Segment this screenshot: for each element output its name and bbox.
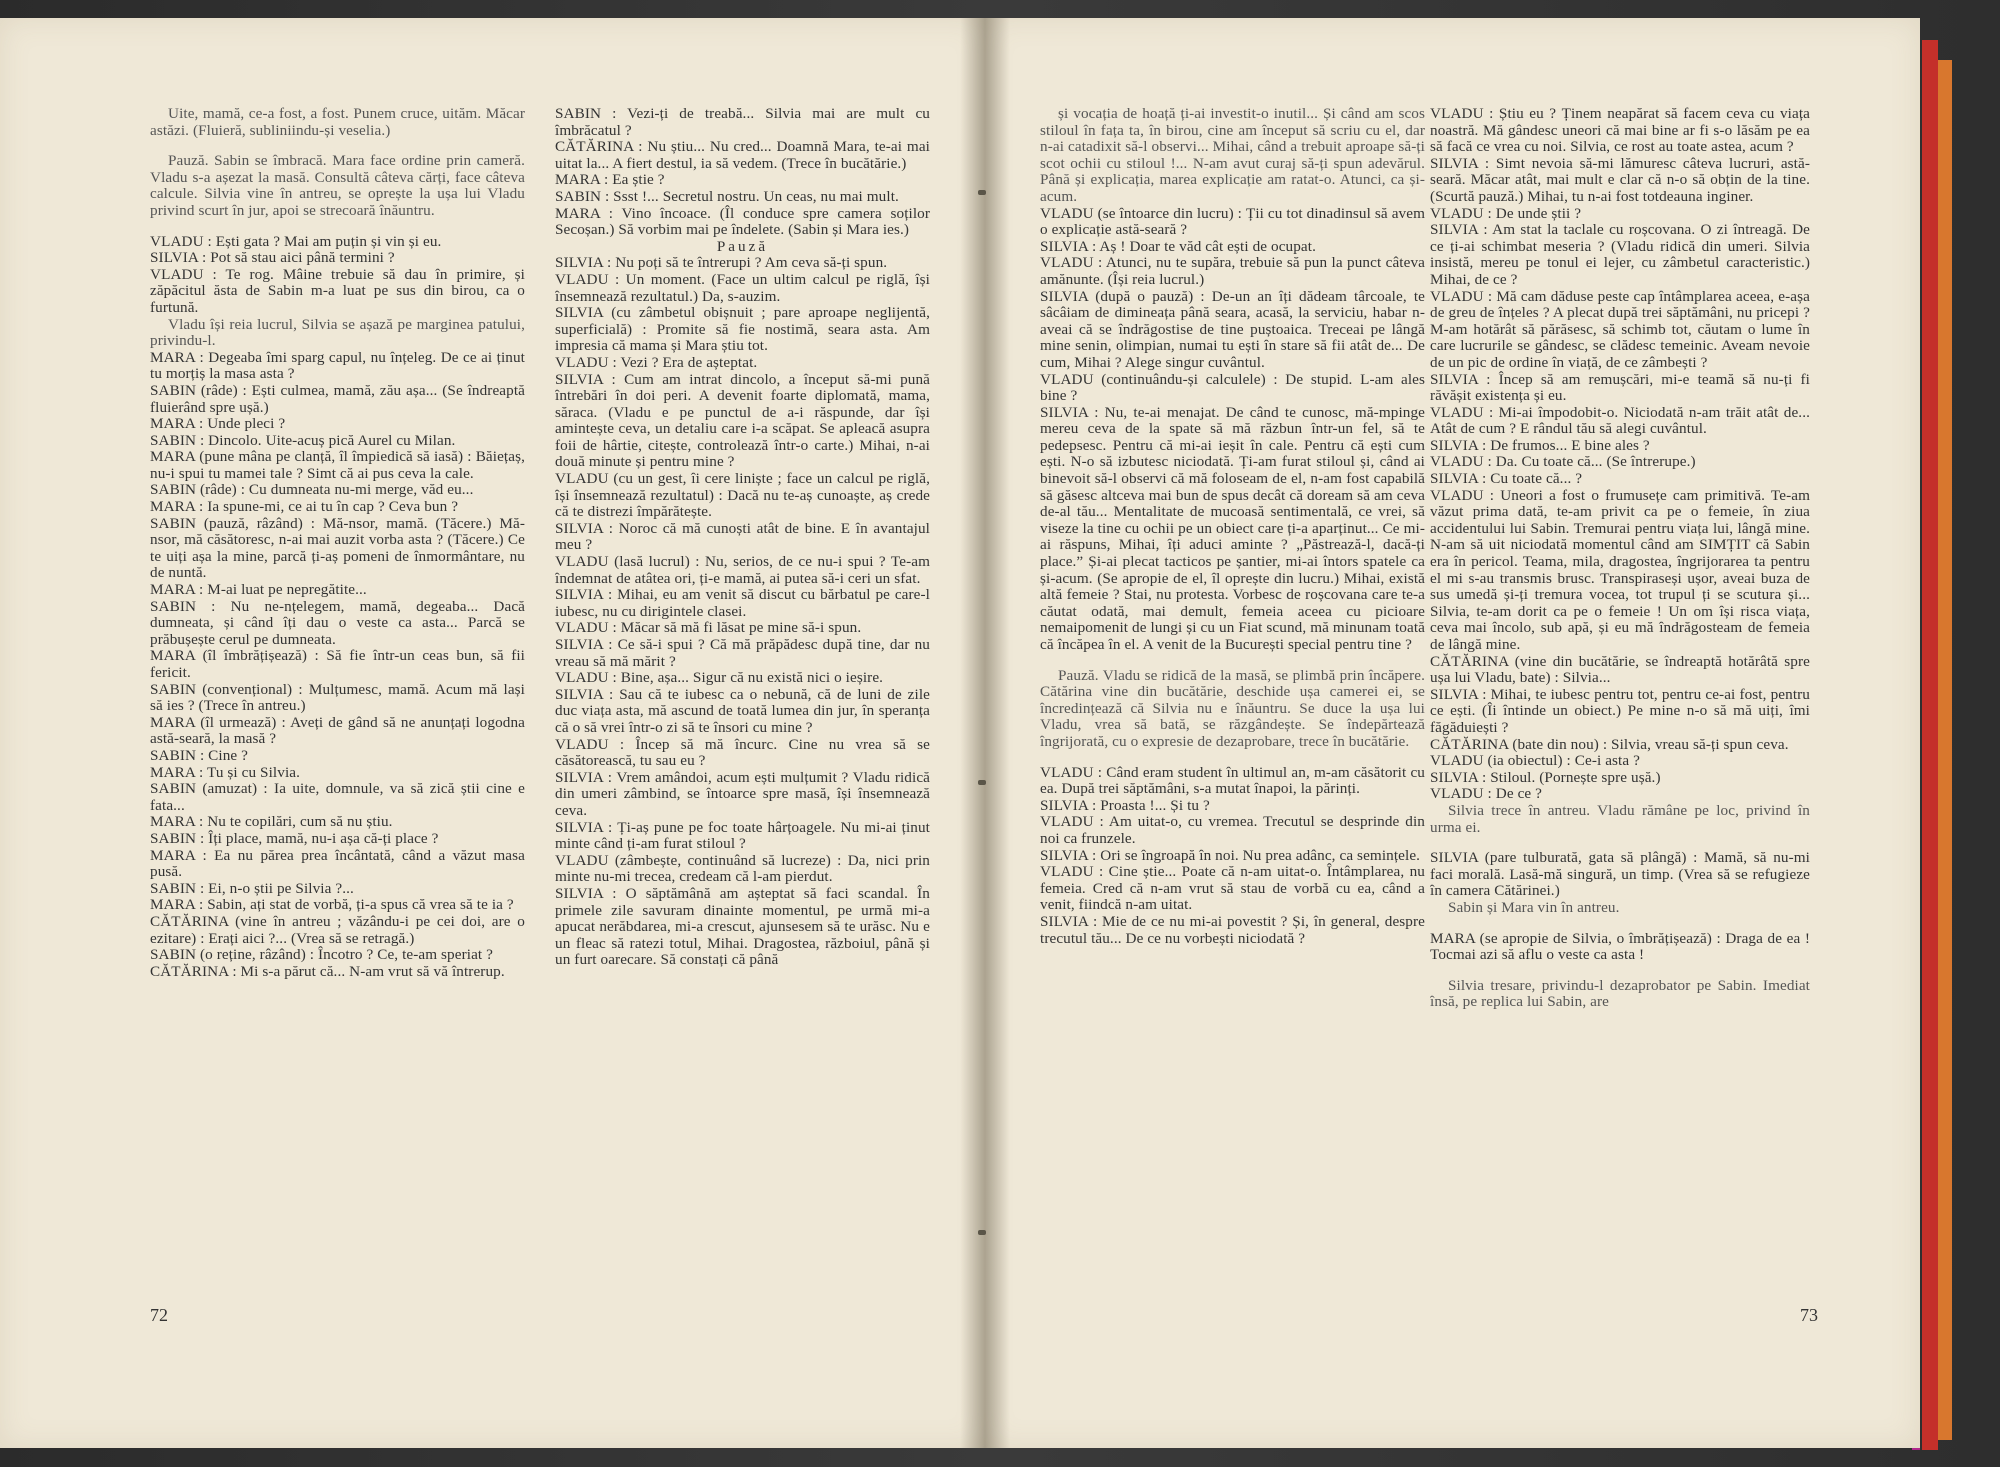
script-line: SABIN : Ei, n-o știi pe Silvia ?... [150, 879, 354, 897]
script-line: SABIN : Dincolo. Uite-acuș pică Aurel cu Milan. [150, 431, 456, 449]
script-line: SILVIA : Noroc că mă cunoști atât de bine. E în avantajul meu ? [555, 519, 930, 554]
script-line: MARA : Ea știe ? [555, 171, 665, 189]
script-line: MARA : Degeaba îmi sparg capul, nu înțeleg. De ce ai ținut tu morțiș la masa asta ? [150, 348, 525, 383]
script-line: SABIN (o reține, râzând) : Încotro ? Ce, te-am speriat ? [150, 946, 493, 964]
script-line: Vladu își reia lucrul, Silvia se așază pe marginea patului, privindu-l. [150, 315, 525, 350]
script-line: MARA (se apropie de Silvia, o îmbrățișează) : Draga de ea ! Tocmai azi să aflu o veste ca asta ! [1430, 929, 1810, 964]
script-line: Sabin și Mara vin în antreu. [1448, 898, 1620, 916]
script-line: VLADU (ia obiectul) : Ce-i asta ? [1430, 752, 1640, 770]
script-line: SABIN (râde) : Cu dumneata nu-mi merge, văd eu... [150, 481, 474, 499]
script-line: SILVIA : De frumos... E bine ales ? [1430, 436, 1650, 454]
script-line: VLADU : Am uitat-o, cu vremea. Trecutul se desprinde din noi ca frunzele. [1040, 813, 1425, 847]
script-line: SILVIA : Am stat la taclale cu roșcovana. O zi întreagă. De ce ți-ai schimbat meseria ? (Vladu ridică din umeri. Silvia insistă, mereu pe tonul ei lejer, cu zâmbetul caracteristic.) Mihai, de ce ? [1430, 221, 1810, 288]
script-line: MARA (îl urmează) : Aveți de gând să ne anunțați logodna astă-seară, la masă ? [150, 713, 525, 748]
script-line: SILVIA : Ori se îngroapă în noi. Nu prea adânc, ca semințele. [1040, 846, 1421, 864]
script-line: SILVIA : O săptămână am așteptat să faci scandal. În primele zile savuram dinainte momentul, pe urmă mi-a apucat nerăbdarea, mi-a crescut, ajunsesem să te urăsc. Nu e un fleac să ratezi totul, Mihai. Dragostea, războiul, până și un furt oarecare. Să constați că până [555, 884, 930, 969]
script-line: SABIN (amuzat) : Ia uite, domnule, va să zică știi cine e fata... [150, 780, 525, 814]
script-line: VLADU (continuându-și calculele) : De stupid. L-am ales bine ? [1040, 370, 1425, 405]
script-line: MARA : Ia spune-mi, ce ai tu în cap ? Ceva bun ? [150, 498, 459, 516]
paragraph-gap [150, 220, 525, 234]
script-line: SILVIA : Ți-aș pune pe foc toate hârțoagele. Nu mi-ai ținut minte când ți-am furat stiloul ? [555, 818, 930, 853]
script-line: VLADU (zâmbește, continuând să lucreze) : Da, nici prin minte nu-mi trecea, credeam că l-am pierdut. [555, 851, 930, 886]
left-page [0, 18, 985, 1448]
script-line: CĂTĂRINA (vine în antreu ; văzându-i pe cei doi, are o ezitare) : Erați aici ?... (Vrea să se retragă.) [150, 912, 525, 947]
script-line: VLADU : Uneori a fost o frumusețe cam primitivă. Te-am văzut prima dată, te-am privit ca pe o femeie, în ziua accidentului lui Sabin. Tremurai pentru viața lui, lângă mine. N-am să uit niciodată momentul când am SIMȚIT că Sabin era în pericol. Teama, mila, dragostea, îngrijorarea ta pentru el mi s-au transmis brusc. Transpiraseși ușor, aveai buza de sus umedă și-ți tremura vocea, tot trupul ți se scutura și... Silvia, te-am dorit ca pe o femeie ! Un om își risca viața, ceva mai încolo, sub apă, și eu mă îndrăgosteam de femeia de lângă mine. [1430, 486, 1810, 653]
paragraph-gap [1430, 917, 1810, 931]
script-line: VLADU : Da. Cu toate că... (Se întrerupe.) [1430, 453, 1696, 471]
script-line: VLADU : De unde știi ? [1430, 204, 1582, 222]
binding-stitch [978, 190, 986, 195]
left-page-column-2 [555, 106, 930, 1286]
script-line: VLADU : Mă cam dăduse peste cap întâmplarea aceea, e-așa de greu de înțeles ? A plecat după trei săptămâni, nu pricepi ? M-am hotărât să părăsesc, să schimb tot, căutam o lume în care lucrurile se gândesc, se clădesc temeinic. Aveam nevoie de un pic de ordine în viață, de ce zâmbești ? [1430, 287, 1810, 371]
script-line: MARA : Sabin, ați stat de vorbă, ți-a spus că vrea să te ia ? [150, 896, 514, 914]
script-line: Silvia tresare, privindu-l dezaprobator pe Sabin. Imediat însă, pe replica lui Sabin, are [1430, 976, 1810, 1011]
script-line: MARA : Nu te copilări, cum să nu știu. [150, 813, 393, 831]
page-number-right: 73 [1800, 1305, 1818, 1325]
script-line: VLADU : Ești gata ? Mai am puțin și vin și eu. [150, 232, 442, 250]
script-line: Uite, mamă, ce-a fost, a fost. Punem cruce, uităm. Măcar astăzi. (Fluieră, subliniindu-și veselia.) [150, 106, 525, 139]
page-edge-red [1922, 40, 1938, 1450]
script-line: VLADU : Măcar să mă fi lăsat pe mine să-i spun. [555, 619, 862, 637]
right-page-column-2 [1430, 106, 1810, 1286]
script-line: MARA : Vino încoace. (Îl conduce spre camera soților Secoșan.) Să vorbim mai pe îndelete. (Sabin și Mara ies.) [555, 204, 930, 239]
script-line: SILVIA : Nu, te-ai menajat. De când te cunosc, mă-mpinge mereu ceva de la spate să mă răzbun într-un fel, să te pedepsesc. Pentru că mi-ai ieșit în cale. Pentru că ești cum ești. N-o să izbutesc niciodată. Ți-am furat stiloul și, când ai binevoit să-l observi că mă foloseam de el, n-am fost capabilă să găsesc altceva mai bun de spus decât că doream să am ceva de-al tău... Mentalitate de mucoasă sentimentală, ce vrei, să viseze la tine cu ochii pe un obiect care ți-a aparținut... Ce mi-ai răspuns, Mihai, îți aduci aminte ? „Păstrează-l, dacă-ți place.” Și-ai plecat tacticos pe șantier, mi-ai întors spatele ca și-acum. (Se apropie de el, îl oprește din lucru.) Mihai, există altă femeie ? Stai, nu protesta. Vorbesc de roșcovana care te-a căutat odată, mai demult, femeia aceea cu picioare nemaipomenit de lungi și cu un Fiat scund, mă minunam toată că încăpea în el. A venit de la București special pentru tine ? [1040, 403, 1425, 653]
script-line: MARA : Tu și cu Silvia. [150, 763, 300, 781]
script-line: SILVIA : Cum am intrat dincolo, a început să-mi pună întrebări în doi peri. A devenit foarte diplomată, mama, săraca. (Vladu e pe punctul de a-i răspunde, dar își amintește ceva, un detaliu care i-a scăpat. Se apleacă asupra foii de hârtie, citește, controlează într-o carte.) Mihai, n-ai două minute și pentru mine ? [555, 370, 930, 471]
script-line: MARA (îl îmbrățișează) : Să fie într-un ceas bun, să fii fericit. [150, 647, 525, 681]
script-line: SILVIA : Proasta !... Și tu ? [1040, 796, 1210, 814]
script-line: VLADU (se întoarce din lucru) : Ții cu tot dinadinsul să avem o explicație astă-seară ? [1040, 204, 1425, 239]
script-line: VLADU : Te rog. Mâine trebuie să dau în primire, și zăpăcitul ăsta de Sabin m-a luat pe sus din birou, ca o furtună. [150, 265, 525, 316]
script-line: SILVIA (cu zâmbetul obișnuit ; pare aproape neglijentă, superficială) : Promite să fie nostimă, seara asta. Am impresia că mama și Mara știu tot. [555, 304, 930, 355]
script-line: Pauză. Sabin se îmbracă. Mara face ordine prin cameră. Vladu s-a așezat la masă. Consultă câteva cărți, face câteva calcule. Silvia vine în antreu, se oprește la ușa lui Vladu privind scurt în jur, apoi se strecoară înăuntru. [150, 152, 525, 219]
paragraph-gap [1430, 964, 1810, 978]
script-line: SILVIA (pare tulburată, gata să plângă) : Mamă, să nu-mi faci morală. Lasă-mă singură, un timp. (Vrea să se refugieze în camera Cătărinei.) [1430, 849, 1810, 900]
script-line: VLADU : De ce ? [1430, 785, 1542, 803]
script-line: SABIN (convențional) : Mulțumesc, mamă. Acum mă lași să ies ? (Trece în antreu.) [150, 680, 525, 715]
script-line: SILVIA : Încep să am remușcări, mi-e teamă să nu-ți fi răvășit existența și eu. [1430, 370, 1810, 405]
script-line: SABIN (pauză, râzând) : Mă-nsor, mamă. (Tăcere.) Mă-nsor, mă căsătoresc, n-ai mai auzit vorba asta ? (Tăcere.) Ce te uiți așa la mine, parcă ți-aș pomeni de înmormântare, nu de nuntă. [150, 514, 525, 582]
script-line: VLADU : Atunci, nu te supăra, trebuie să pun la punct câteva amănunte. (Își reia lucrul.) [1040, 254, 1425, 288]
script-line: VLADU : Bine, așa... Sigur că nu există nici o ieșire. [555, 669, 884, 687]
script-line: Pauză. Vladu se ridică de la masă, se plimbă prin încăpere. Cătărina vine din bucătărie, deschide ușa camerei ei, se încredințează că Silvia nu e înăuntru. Se duce la ușa lui Vladu, vrea să bată, se răzgândește. Se îndepărtează îngrijorată, cu o expresie de dezaprobare, trece în bucătărie. [1040, 666, 1425, 750]
script-line: SILVIA : Vrem amândoi, acum ești mulțumit ? Vladu ridică din umeri zâmbind, se întoarce spre masă, își însemnează ceva. [555, 768, 930, 819]
script-line: SILVIA : Aș ! Doar te văd cât ești de ocupat. [1040, 237, 1316, 255]
right-page-column-1 [1040, 106, 1425, 1236]
script-line: SILVIA : Sau că te iubesc ca o nebună, că de luni de zile duc viața asta, mă ascund de toată lumea din jur, în speranța că o să vrei într-o zi să te însori cu mine ? [555, 685, 930, 736]
script-line: SABIN : Nu ne-nțelegem, mamă, degeaba... Dacă dumneata, și când îți dau o veste ca asta... Parcă se prăbușește cerul pe dumneata. [150, 597, 525, 648]
binding-stitch [978, 780, 986, 785]
script-line: CĂTĂRINA : Nu știu... Nu cred... Doamnă Mara, te-ai mai uitat la... A fiert destul, ia să vedem. (Trece în bucătărie.) [555, 138, 930, 172]
page-edge-orange [1938, 60, 1952, 1440]
script-line: CĂTĂRINA (vine din bucătărie, se îndreaptă hotărâtă spre ușa lui Vladu, bate) : Silvia... [1430, 652, 1810, 687]
script-line: SILVIA : Cu toate că... ? [1430, 470, 1583, 488]
script-line: VLADU (lasă lucrul) : Nu, serios, de ce nu-i spui ? Te-am îndemnat de atâtea ori, ți-e mamă, ai putea să-i ceri un sfat. [555, 553, 930, 587]
left-page-column-1 [150, 106, 525, 1286]
paragraph-gap [150, 139, 525, 153]
script-line: SILVIA : Ce să-i spui ? Că mă prăpădesc după tine, dar nu vreau să mă mărit ? [555, 636, 930, 670]
script-line: SILVIA : Simt nevoia să-mi lămuresc câteva lucruri, astă-seară. Măcar atât, mai mult e clar că n-o să obțin de la tine. (Scurtă pauză.) Mihai, tu n-ai fost totdeauna inginer. [1430, 154, 1810, 205]
script-line: SABIN : Vezi-ți de treabă... Silvia mai are mult cu îmbrăcatul ? [555, 106, 930, 139]
script-line: SILVIA : Mihai, eu am venit să discut cu bărbatul pe care-l iubesc, nu cu dirigintele clasei. [555, 586, 930, 620]
script-line: VLADU : Când eram student în ultimul an, m-am căsătorit cu ea. După trei săptămâni, s-a mutat înapoi, la părinți. [1040, 763, 1425, 798]
script-line: SILVIA : Nu poți să te întrerupi ? Am ceva să-ți spun. [555, 254, 888, 272]
binding-stitch [978, 1230, 986, 1235]
paragraph-gap [1430, 836, 1810, 850]
script-line: SILVIA : Stiloul. (Pornește spre ușă.) [1430, 768, 1661, 786]
script-line: VLADU : Vezi ? Era de așteptat. [555, 353, 758, 371]
script-line: Pauză [716, 237, 769, 255]
script-line: MARA : Ea nu părea prea încântată, când a văzut masa pusă. [150, 846, 525, 881]
script-line: VLADU : Mi-ai împodobit-o. Niciodată n-am trăit atât de... Atât de cum ? E rândul tău să alegi cuvântul. [1430, 403, 1810, 438]
script-line: SABIN : Cine ? [150, 746, 249, 764]
script-line: și vocația de hoață ți-ai investit-o inutil... Și când am scos stiloul în fața ta, în birou, cine am început să scriu cu el, dar n-ai catadixit să-l observi... Mihai, când a trebuit aproape să-ți scot ochii cu stiloul !... N-am avut curaj să-ți spun adevărul. Până și explicația, marea explicație am ratat-o. Atunci, ca și-acum. [1040, 106, 1425, 205]
script-line: MARA : Unde pleci ? [150, 415, 286, 433]
script-line: VLADU (cu un gest, îi cere liniște ; face un calcul pe riglă, își însemnează rezultatul) : Dacă nu te-aș cunoaște, aș crede că te distrezi împărătește. [555, 470, 930, 521]
script-line: Silvia trece în antreu. Vladu rămâne pe loc, privind în urma ei. [1430, 801, 1810, 836]
script-line: SILVIA (după o pauză) : De-un an îți dădeam târcoale, te sâcâiam de dimineața până seara, acasă, la serviciu, habar n-aveai că se îndrăgostise de tine puștoaica. Treceai pe lângă mine senin, olimpian, numai tu ești în stare să fii atât de... De cum, Mihai ? Alege singur cuvântul. [1040, 287, 1425, 371]
script-line: VLADU : Încep să mă încurc. Cine nu vrea să se căsătorească, tu sau eu ? [555, 735, 930, 770]
right-page [985, 18, 1920, 1448]
script-line: SILVIA : Pot să stau aici până termini ? [150, 249, 395, 267]
script-line: CĂTĂRINA (bate din nou) : Silvia, vreau să-ți spun ceva. [1430, 735, 1789, 753]
script-line: VLADU : Cine știe... Poate că n-am uitat-o. Întâmplarea, nu femeia. Cred că n-am vrut să stau de vorbă cu ea, când a venit, fiindcă n-am uitat. [1040, 863, 1425, 914]
script-line: MARA (pune mâna pe clanță, îl împiedică să iasă) : Băiețaș, nu-i spui tu mamei tale ? Simt că ai pus ceva la cale. [150, 448, 525, 482]
script-line: SABIN (râde) : Ești culmea, mamă, zău așa... (Se îndreaptă fluierând spre ușă.) [150, 381, 525, 416]
paragraph-gap [1040, 751, 1425, 765]
script-line: MARA : M-ai luat pe nepregătite... [150, 581, 367, 599]
script-line: SABIN : Îți place, mamă, nu-i așa că-ți place ? [150, 829, 439, 847]
script-line: CĂTĂRINA : Mi s-a părut că... N-am vrut să vă întrerup. [150, 962, 505, 980]
script-line: VLADU : Un moment. (Face un ultim calcul pe riglă, își însemnează rezultatul.) Da, s-auzim. [555, 270, 930, 305]
paragraph-gap [1040, 654, 1425, 668]
script-line: SILVIA : Mihai, te iubesc pentru tot, pentru ce-ai fost, pentru ce ești. (Îi întinde un obiect.) Pe mine n-o să mă uiți, îmi făgăduiești ? [1430, 685, 1810, 736]
page-number-left: 72 [150, 1305, 168, 1325]
script-line: VLADU : Știu eu ? Ținem neapărat să facem ceva cu viața noastră. Mă gândesc uneori că mai bine ar fi s-o lăsăm pe ea să facă ce vrea cu noi. Silvia, ce rost au toate astea, acum ? [1430, 106, 1810, 156]
script-line: SILVIA : Mie de ce nu mi-ai povestit ? Și, în general, despre trecutul tău... De ce nu vorbești niciodată ? [1040, 912, 1425, 947]
script-line: SABIN : Ssst !... Secretul nostru. Un ceas, nu mai mult. [555, 187, 899, 205]
